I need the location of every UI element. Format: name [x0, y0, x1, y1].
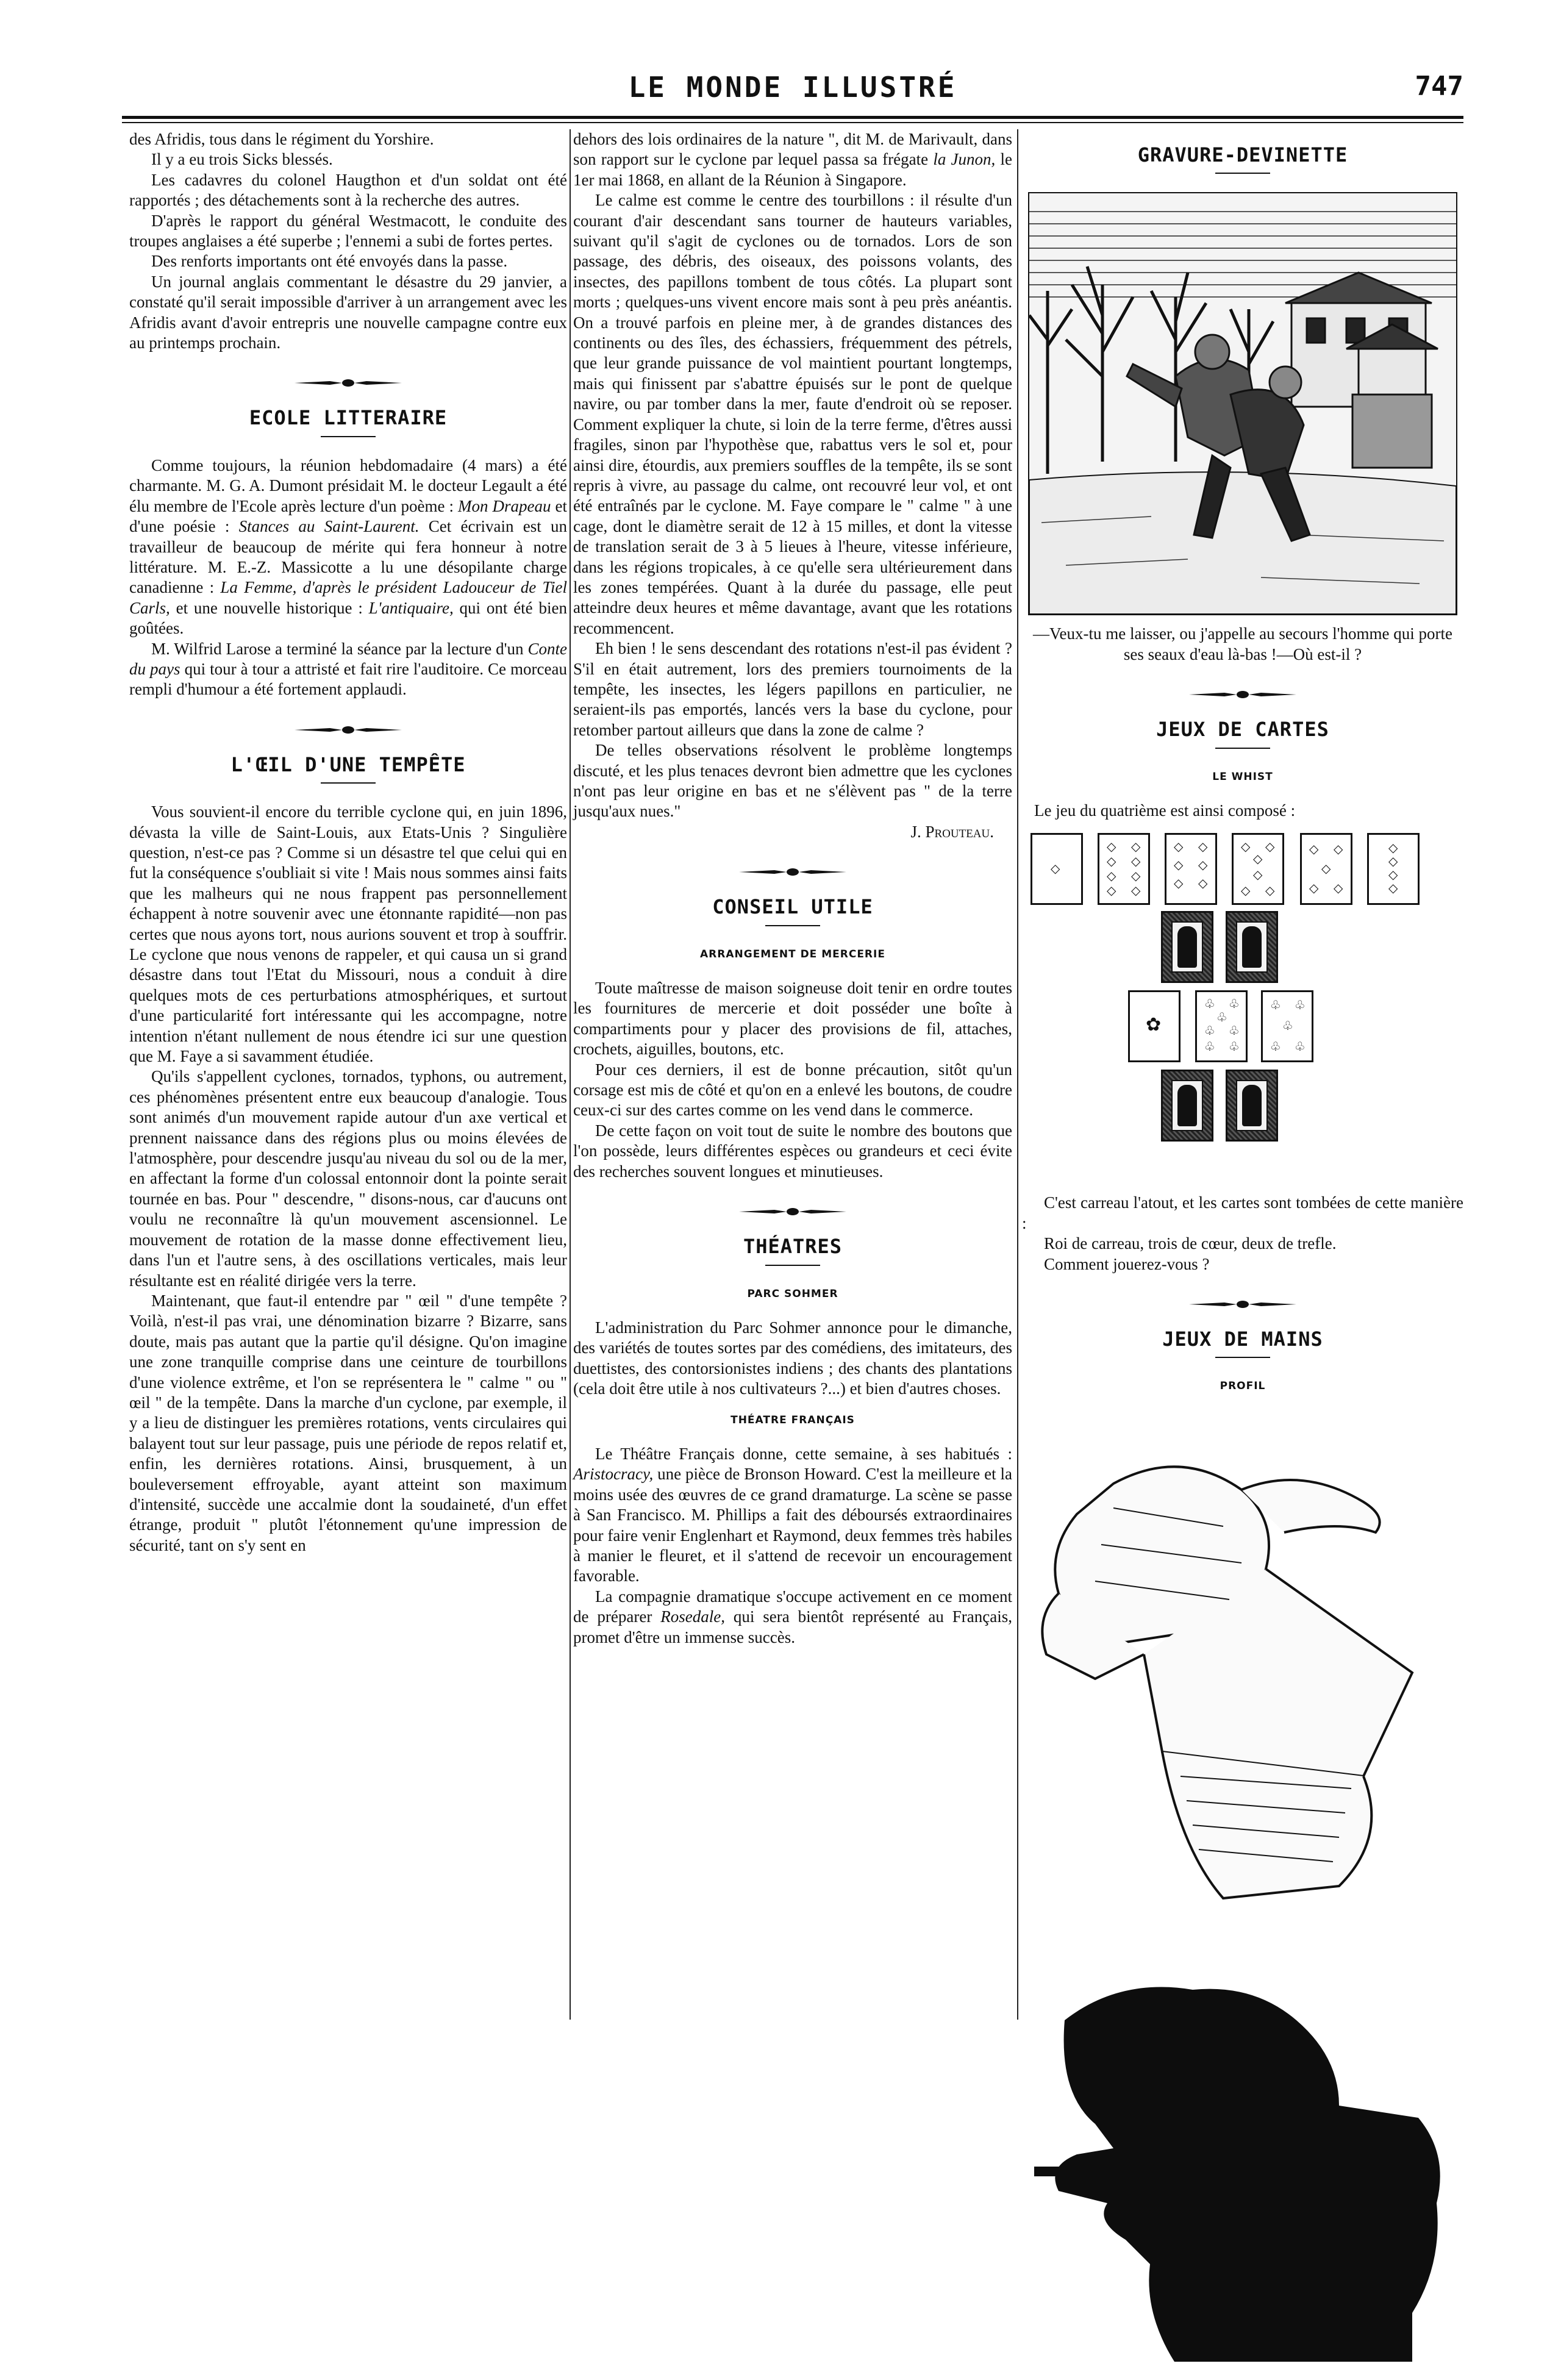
playing-card: ♧ ♧ ♧ ♧ ♧	[1261, 990, 1313, 1062]
paragraph: Comment jouerez-vous ?	[1044, 1254, 1210, 1273]
paragraph: C'est carreau l'atout, et les cartes sont tombées de cette manière :	[1022, 1193, 1463, 1232]
section-subheading: PARC SOHMER	[747, 1287, 838, 1300]
masthead-rule-thick	[122, 116, 1463, 119]
section-ornament-icon	[738, 1205, 848, 1218]
paragraph: De cette façon on voit tout de suite le nombre des boutons que l'on possède, leurs différentes espèces ou grandeurs et ceci évite des recherches souvent longues et minutieuses.	[573, 1121, 1012, 1181]
whist-hand-diagram	[1022, 829, 1463, 1183]
section-heading: ECOLE LITTERAIRE	[129, 408, 567, 437]
column-separator	[570, 129, 571, 2020]
paragraph: Les cadavres du colonel Haugthon et d'un soldat ont été rapportés ; des détachements sont à la recherche des autres.	[129, 170, 567, 210]
playing-card: ◇ ◇ ◇ ◇ ◇	[1300, 833, 1352, 905]
paragraph: Il y a eu trois Sicks blessés.	[151, 150, 333, 169]
playing-card: ◇ ◇ ◇ ◇ ◇ ◇	[1232, 833, 1284, 905]
section-subheading: ARRANGEMENT DE MERCERIE	[700, 948, 885, 960]
paragraph: Le calme est comme le centre des tourbillons : il résulte d'un courant d'air descendant sans tourner de hauteurs variables, suivant qu'il s'agit de cyclones ou de tornados. Lors de son passage, des débris, des oiseaux, des poissons volants, des insectes, des papillons tombent de tous côtés. La plupart sont morts ; quelques-uns vivent encore mais sont à peu près anéantis. On a trouvé parfois en pleine mer, à de grandes distances des continents ou des îles, des échassiers, fréquemment des pétrels, que leur grande puissance de vol maintient pourtant longtemps, mais qui finissent par s'abattre épuisés sur le pont de quelque navire, ou par tomber dans la mer, faute d'endroit où se reposer. Comment expliquer la chute, si loin de la terre ferme, d'êtres aussi fragiles, sinon par l'hypothèse que, rabattus vers le sol et, pour ainsi dire, étourdis, aux premiers souffles de la tempête, ils se sont repris à vivre, au passage du calme, ont recouvré leur vol, et ont été entraînés par le cyclone. M. Faye compare le " calme " à une cage, dont le diamètre serait de 12 à 15 milles, et dont la vitesse de translation serait de 3 à 5 lieues à l'heure, vitesse inférieure, dans les régions tropicales, à ce qu'elle sera ultérieurement dans les zones tempérées. Quant à la durée du passage, elle peut atteindre deux heures et même davantage, avant que les rotations recommencent.	[573, 191, 1012, 637]
face-card	[1226, 1070, 1278, 1142]
section-heading: GRAVURE-DEVINETTE	[1022, 145, 1463, 174]
paragraph: Eh bien ! le sens descendant des rotations n'est-il pas évident ? S'il en était autrement, lors des premiers tournoiments de la tempête, les insectes, les légers papillons en particulier, ne seraient-ils pas emportés, lancés vers la base du cyclone, pour retomber partout ailleurs que dans la zone de calme ?	[573, 639, 1012, 739]
paragraph: L'administration du Parc Sohmer annonce pour le dimanche, des variétés de toutes sortes par des comédiens, des imitateurs, des duettistes, des contorsionistes indiens ; des chants des plantations (cela doit être utile à nos cultivateurs ?...) et bien d'autres choses.	[573, 1318, 1012, 1398]
paragraph: Le jeu du quatrième est ainsi composé :	[1034, 801, 1296, 820]
face-card	[1226, 911, 1278, 983]
engraving-caption: —Veux-tu me laisser, ou j'appelle au secours l'homme qui porte ses seaux d'eau là-bas !—Où est-il ?	[1033, 624, 1452, 663]
section-subheading: THÉATRE FRANÇAIS	[730, 1413, 855, 1426]
face-card	[1161, 1070, 1213, 1142]
paragraph: Toute maîtresse de maison soigneuse doit tenir en ordre toutes les fournitures de mercerie et doit posséder une boîte à compartiments pour y placer des provisions de fil, attaches, crochets, aiguilles, boutons, etc.	[573, 979, 1012, 1059]
paragraph: Comme toujours, la réunion hebdomadaire (4 mars) a été charmante. M. G. A. Dumont présidait M. le docteur Legault a été élu membre de l'Ecole après lecture d'un poème : Mon Drapeau et d'une poésie : Stances au Saint-Laurent. Cet écrivain est un travailleur de beaucoup de mérite qui fera honneur à notre littérature. M. E.-Z. Massicotte a lu une désopilante charge canadienne : La Femme, d'après le président Ladouceur de Tiel Carls, et une nouvelle historique : L'antiquaire, qui ont été bien goûtées.	[129, 456, 568, 638]
column-2	[573, 129, 1012, 1648]
paragraph: La compagnie dramatique s'occupe activement en ce moment de préparer Rosedale, qui sera bientôt représenté au Français, promet d'être un immense succès.	[573, 1587, 1012, 1646]
hand-shadow-illustration	[1022, 1410, 1463, 2380]
section-ornament-icon	[1188, 688, 1298, 701]
masthead-rule-thin	[122, 122, 1463, 123]
paragraph: Des renforts importants ont été envoyés dans la passe.	[151, 252, 508, 271]
section-heading: JEUX DE CARTES	[1022, 720, 1463, 748]
paragraph: des Afridis, tous dans le régiment du Yorshire.	[129, 130, 434, 148]
section-ornament-icon	[1188, 1298, 1298, 1311]
paragraph: Vous souvient-il encore du terrible cyclone qui, en juin 1896, dévasta la ville de Saint-Louis, aux Etats-Unis ? Singulière question, n'est-ce pas ? Comme si un désastre tel que celui qui en fut la conséquence s'oubliait si vite ! Mais nous sommes ainsi faits que les malheurs qui ne nous frappent pas personnellement échappent à notre souvenir avec une étonnante rapidité—non pas certes que nous ayons tort, nous aurions souvent et trop à souffrir. Le cyclone que nous venons de rappeler, et qui causa un si grand désastre dans tout l'Etat du Missouri, nous a conduit à dire quelques mots de ces perturbations atmosphériques, et surtout d'une particularité fort intéressante qui les accompagne, notre intention n'étant nullement de nous étendre ici sur une question que M. Faye a si savamment étudiée.	[129, 802, 567, 1066]
paragraph: Qu'ils s'appellent cyclones, tornados, typhons, ou autrement, ces phénomènes présentent entre eux beaucoup d'analogie. Tous sont animés d'un mouvement rapide autour d'un axe vertical et prennent naissance dans des régions plus ou moins élevées de l'atmosphère, pour descendre jusqu'au niveau du sol ou de la mer, en affectant la forme d'un colossal entonnoir dont la pointe serait tournée en bas. Pour " descendre, " disons-nous, car d'aucuns ont voulu ne reconnaître là qu'un mouvement ascensionnel. Le mouvement de rotation de la masse donne effectivement lieu, dans l'un et l'autre sens, à des oscillations verticales, mais leur résultante est en réalité dirigée vers la terre.	[129, 1067, 567, 1290]
paragraph: Roi de carreau, trois de cœur, deux de trefle.	[1044, 1234, 1337, 1253]
section-subheading: PROFIL	[1220, 1380, 1266, 1393]
page-number: 747	[1415, 71, 1463, 102]
engraving-puzzle-illustration	[1028, 192, 1457, 615]
section-heading: CONSEIL UTILE	[573, 897, 1012, 926]
section-ornament-icon	[293, 376, 403, 390]
playing-card: ✿	[1128, 990, 1181, 1062]
playing-card: ◇ ◇ ◇ ◇ ◇ ◇	[1165, 833, 1217, 905]
column-1	[129, 129, 567, 1556]
section-heading: L'ŒIL D'UNE TEMPÊTE	[129, 755, 567, 784]
paragraph: Maintenant, que faut-il entendre par " œil " d'une tempête ? Voilà, n'est-il pas vrai, une dénomination bizarre ? Bizarre, sans doute, mais pas autant que la partie qu'il désigne. Qu'on imagine une zone tranquille comprise dans une ceinture de tourbillons d'une violence extrême, et l'on se représentera le " calme " ou " œil " de la tempête. Dans la marche d'un cyclone, par exemple, il y a lieu de distinguer les premières rotations, vents circulaires qui balayent tout sur leur passage, puis une période de repos relatif et, enfin, les dernières rotations. Ainsi, brusquement, à un bouleversement effroyable, ayant atteint son maximum d'intensité, succède une accalmie dont la soudaineté, d'un effet étrange, produit " plutôt l'étonnement qu'une impression de sécurité, tant on s'y sent en	[129, 1291, 567, 1554]
paragraph: Un journal anglais commentant le désastre du 29 janvier, a constaté qu'il serait impossible d'arriver à un arrangement avec les Afridis avant d'avoir entrepris une nouvelle campagne contre eux au printemps prochain.	[129, 272, 567, 352]
paragraph: D'après le rapport du général Westmacott, le conduite des troupes anglaises a été superbe ; l'ennemi a subi de fortes pertes.	[129, 211, 567, 251]
paragraph: De telles observations résolvent le problème longtemps discuté, et les plus tenaces devront bien admettre que les cyclones n'ont pas leur origine en bas et ne s'élèvent pas " de la terre jusqu'aux nues."	[573, 741, 1012, 821]
playing-card: ◇ ◇ ◇ ◇ ◇ ◇ ◇ ◇	[1098, 833, 1150, 905]
author-signature: J. Prouteau.	[910, 822, 994, 841]
playing-card: ◇	[1031, 833, 1083, 905]
paragraph: Pour ces derniers, il est de bonne précaution, sitôt qu'un corsage est mis de côté et qu'on en a enlevé les boutons, de coudre ceux-ci sur des cartes comme on les vend dans le commerce.	[573, 1060, 1012, 1120]
paragraph: M. Wilfrid Larose a terminé la séance par la lecture d'un Conte du pays qui tour à tour a attristé et fait rire l'auditoire. Ce morceau rempli d'humour a été fortement applaudi.	[129, 639, 567, 699]
column-separator	[1017, 129, 1018, 2020]
section-ornament-icon	[738, 865, 848, 879]
face-card	[1161, 911, 1213, 983]
section-heading: JEUX DE MAINS	[1022, 1329, 1463, 1358]
section-heading: THÉATRES	[573, 1237, 1012, 1265]
section-subheading: LE WHIST	[1212, 770, 1273, 783]
column-3	[1022, 129, 1463, 2380]
playing-card: ♧ ♧ ♧ ♧ ♧ ♧ ♧	[1195, 990, 1248, 1062]
newspaper-title: LE MONDE ILLUSTRÉ	[628, 71, 957, 104]
paragraph: dehors des lois ordinaires de la nature ", dit M. de Marivault, dans son rapport sur le cyclone par lequel passa sa frégate la Junon, le 1er mai 1868, en allant de la Réunion à Singapore.	[573, 130, 1012, 189]
paragraph: Le Théâtre Français donne, cette semaine, à ses habitués : Aristocracy, une pièce de Bronson Howard. C'est la meilleure et la moins usée des œuvres de ce grand dramaturge. La scène se passe à San Francisco. M. Phillips a fait des déboursés extraordinaires pour faire venir Englenhart et Raymond, deux femmes très habiles à manier le fleuret, et il s'attend de recevoir un encouragement favorable.	[573, 1444, 1012, 1585]
masthead	[122, 71, 1463, 120]
playing-card: ◇ ◇ ◇ ◇	[1367, 833, 1420, 905]
section-ornament-icon	[293, 723, 403, 737]
